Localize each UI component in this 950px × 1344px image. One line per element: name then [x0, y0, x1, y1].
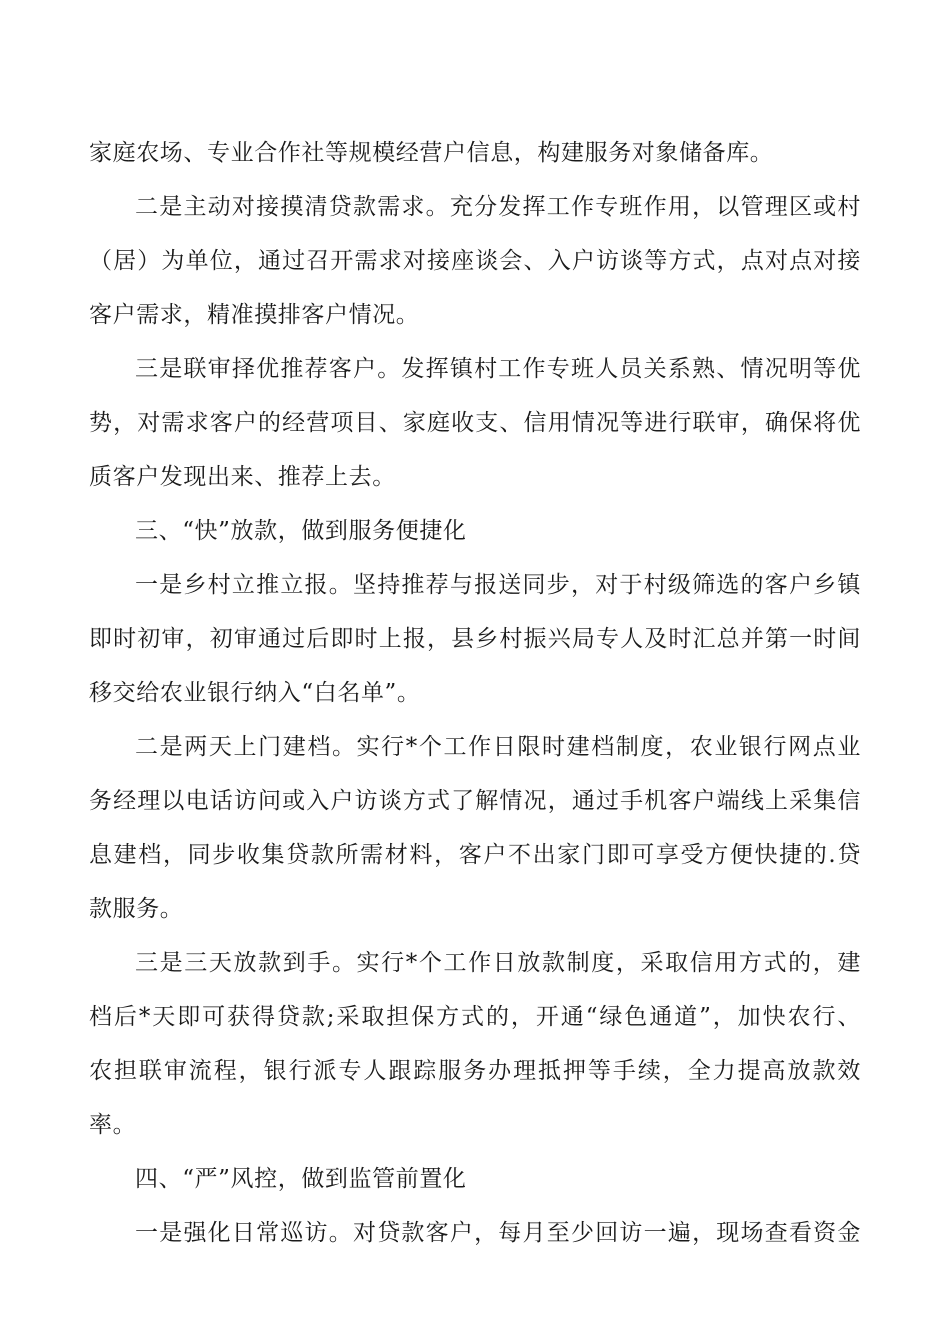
text-line: 即时初审，初审通过后即时上报，县乡村振兴局专人及时汇总并第一时间	[89, 626, 861, 652]
text-line: 三、“快”放款，做到服务便捷化	[135, 518, 467, 544]
text-line: 一是乡村立推立报。坚持推荐与报送同步，对于村级筛选的客户乡镇	[135, 572, 861, 598]
text-line: 务经理以电话访问或入户访谈方式了解情况，通过手机客户端线上采集信	[89, 788, 861, 814]
text-line: 款服务。	[89, 896, 184, 922]
text-line: 势，对需求客户的经营项目、家庭收支、信用情况等进行联审，确保将优	[89, 410, 861, 436]
text-line: 率。	[89, 1112, 137, 1138]
text-line: （居）为单位，通过召开需求对接座谈会、入户访谈等方式，点对点对接	[89, 248, 861, 274]
text-line: 档后*天即可获得贷款;采取担保方式的，开通“绿色通道”，加快农行、	[89, 1004, 861, 1030]
text-line: 客户需求，精准摸排客户情况。	[89, 302, 420, 328]
text-line: 三是三天放款到手。实行*个工作日放款制度，采取信用方式的，建	[135, 950, 861, 976]
text-line: 一是强化日常巡访。对贷款客户，每月至少回访一遍，现场查看资金	[135, 1220, 861, 1246]
text-line: 农担联审流程，银行派专人跟踪服务办理抵押等手续，全力提高放款效	[89, 1058, 861, 1084]
text-line: 家庭农场、专业合作社等规模经营户信息，构建服务对象储备库。	[89, 140, 774, 166]
text-line: 息建档，同步收集贷款所需材料，客户不出家门即可享受方便快捷的.贷	[89, 842, 861, 868]
text-line: 二是主动对接摸清贷款需求。充分发挥工作专班作用，以管理区或村	[135, 194, 861, 220]
text-line: 二是两天上门建档。实行*个工作日限时建档制度，农业银行网点业	[135, 734, 861, 760]
document-body	[89, 126, 861, 1260]
text-line: 质客户发现出来、推荐上去。	[89, 464, 396, 490]
text-line: 移交给农业银行纳入“白名单”。	[89, 680, 421, 706]
text-line: 四、“严”风控，做到监管前置化	[135, 1166, 467, 1192]
text-line: 三是联审择优推荐客户。发挥镇村工作专班人员关系熟、情况明等优	[135, 356, 861, 382]
